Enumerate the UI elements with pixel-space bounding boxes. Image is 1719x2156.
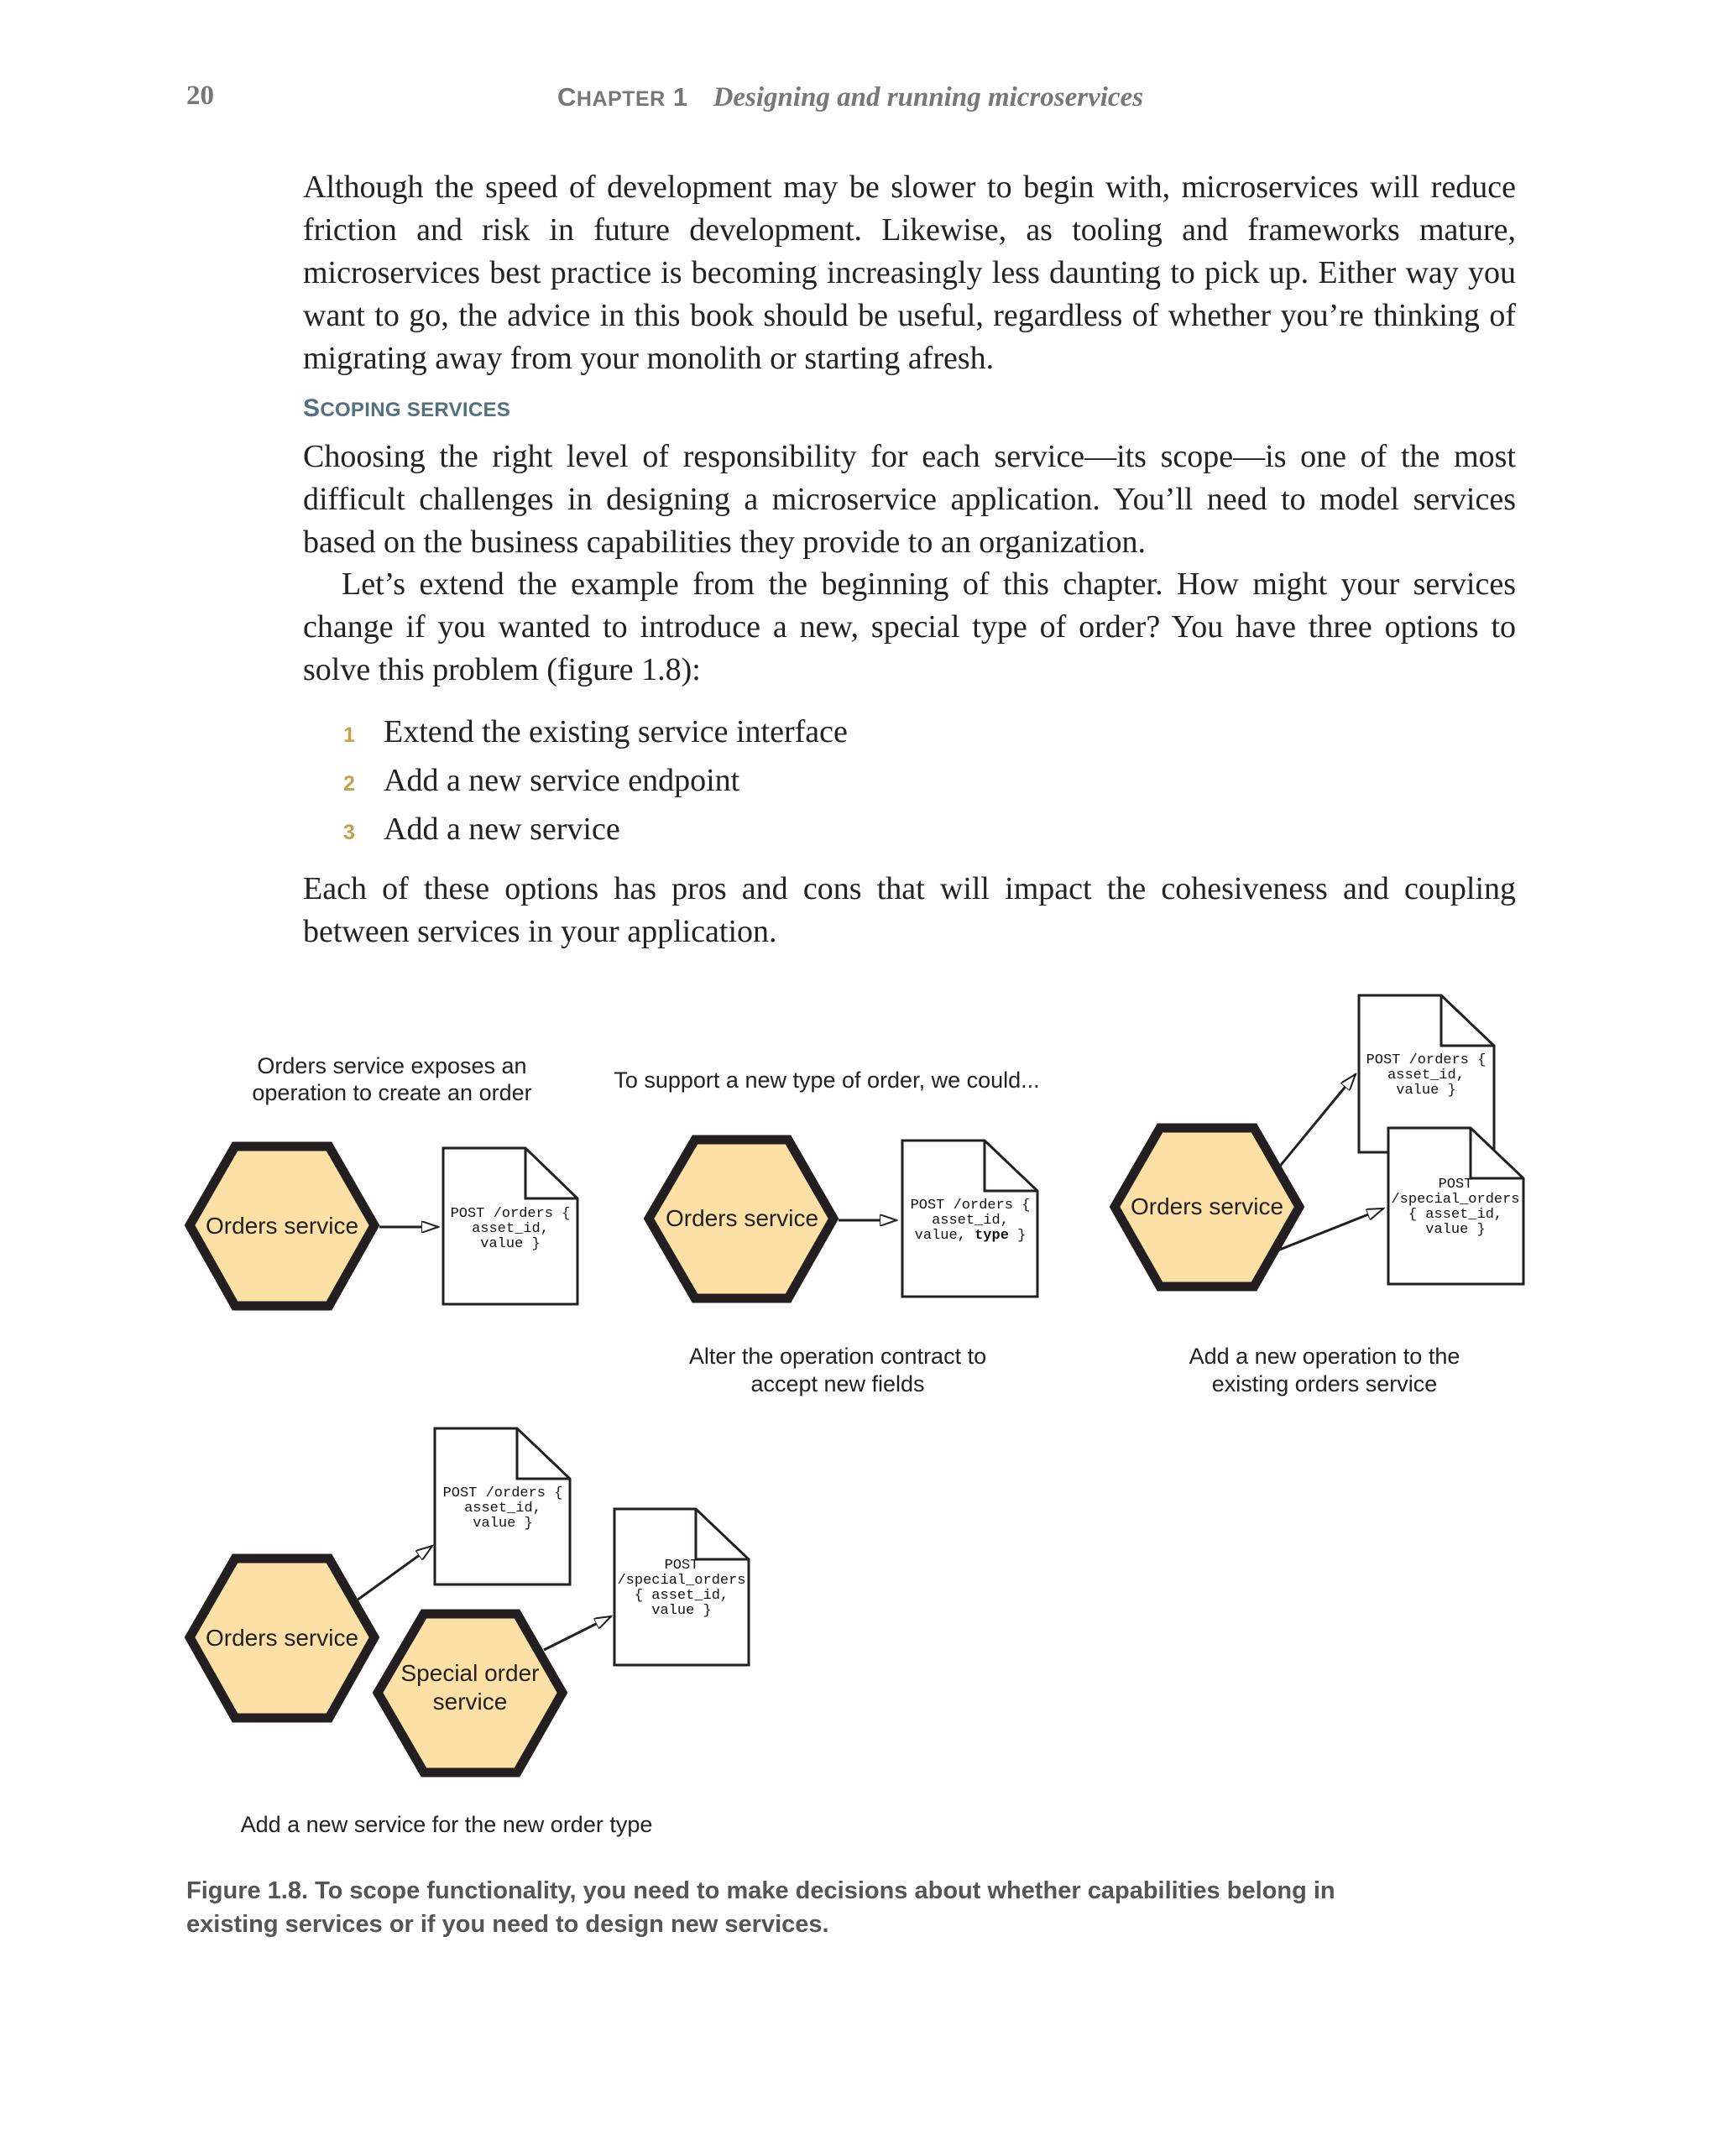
doc-line: value } — [480, 1236, 541, 1252]
note-alter-contract-2: accept new fields — [750, 1371, 925, 1396]
note-new-operation: Add a new operation to the — [1189, 1344, 1460, 1369]
chapter-label: CHAPTER 1 — [557, 82, 688, 112]
doc-line: POST /orders { — [1366, 1052, 1486, 1068]
document-post-orders — [443, 1148, 577, 1304]
note-new-operation-2: existing orders service — [1211, 1371, 1438, 1396]
list-item: 1 Extend the existing service interface — [343, 714, 848, 749]
note-new-service: Add a new service for the new order type — [240, 1812, 653, 1837]
arrow — [351, 1546, 432, 1605]
panel-existing — [190, 1146, 577, 1306]
orders-service-label: Orders service — [205, 1213, 359, 1239]
list-item: 2 Add a new service endpoint — [343, 763, 740, 798]
note-support-new-type: To support a new type of order, we could... — [614, 1068, 1040, 1093]
special-order-service-label-2: service — [432, 1689, 508, 1715]
doc-line: POST — [1438, 1177, 1473, 1193]
panel-new-service — [190, 1428, 749, 1837]
doc-line: asset_id, — [464, 1501, 541, 1517]
doc-line: POST /orders { — [450, 1206, 571, 1222]
paragraph-intro: Although the speed of development may be slower to begin with, microservices will reduce friction and risk in future development. Likewise, as tooling and frameworks mature, microservices best practice is becoming increasingly less daunting to pick up. Either way you want to go, the advice in this book should be useful, regardless of whether you’re thinking of migrating away from your monolith or starting afresh. — [303, 170, 1516, 376]
note-alter-contract: Alter the operation contract to — [688, 1344, 987, 1369]
panel-alter-contract — [649, 1140, 1037, 1396]
doc-line: POST /orders { — [442, 1485, 563, 1501]
document-post-orders — [435, 1428, 570, 1584]
doc-line: value } — [1425, 1222, 1486, 1238]
document-post-special-orders — [1388, 1128, 1523, 1284]
doc-line: /special_orders — [617, 1573, 746, 1589]
orders-service-label: Orders service — [665, 1205, 819, 1231]
figure-caption: Figure 1.8. To scope functionality, you need to make decisions about whether capabilities belong in existing services or if you need to design new services. — [186, 1877, 1335, 1938]
paragraph-extend: Let’s extend the example from the beginning of this chapter. How might your services change if you wanted to introduce a new, special type of order? You have three options to solve this problem (figure 1.8): — [303, 566, 1516, 687]
doc-line: asset_id, — [932, 1213, 1009, 1229]
document-post-special-orders — [614, 1509, 749, 1665]
page-number: 20 — [186, 81, 214, 111]
doc-line: value } — [473, 1516, 533, 1532]
doc-line: POST — [664, 1558, 699, 1574]
arrow — [544, 1616, 611, 1650]
note-exposes-operation-2: operation to create an order — [252, 1080, 532, 1105]
doc-line: value } — [1396, 1083, 1456, 1099]
doc-line: { asset_id, — [634, 1588, 729, 1604]
document-post-orders-typed — [902, 1141, 1037, 1297]
doc-line: value, type } — [914, 1228, 1027, 1244]
orders-service-label: Orders service — [1130, 1193, 1284, 1219]
panel-new-operation — [1115, 995, 1523, 1396]
doc-line: { asset_id, — [1408, 1207, 1503, 1223]
doc-line: asset_id, — [472, 1221, 549, 1237]
list-item: 3 Add a new service — [343, 812, 620, 847]
chapter-title: Designing and running microservices — [713, 82, 1144, 112]
doc-line: asset_id, — [1387, 1068, 1465, 1083]
arrow — [1277, 1074, 1356, 1169]
note-exposes-operation: Orders service exposes an — [257, 1053, 527, 1078]
special-order-service-label: Special order — [400, 1660, 540, 1686]
paragraph-pros-cons: Each of these options has pros and cons that will impact the cohesiveness and coupling between services in your application. — [303, 871, 1516, 949]
section-heading: SCOPING SERVICES — [303, 394, 511, 422]
paragraph-scope: Choosing the right level of responsibility for each service—its scope—is one of the most difficult challenges in designing a microservice application. You’ll need to model services based on the business capabilities they provide to an organization. — [303, 439, 1516, 560]
doc-line: POST /orders { — [910, 1198, 1031, 1214]
doc-line: /special_orders — [1391, 1192, 1520, 1208]
doc-line: value } — [651, 1603, 712, 1619]
orders-service-label: Orders service — [205, 1625, 359, 1651]
